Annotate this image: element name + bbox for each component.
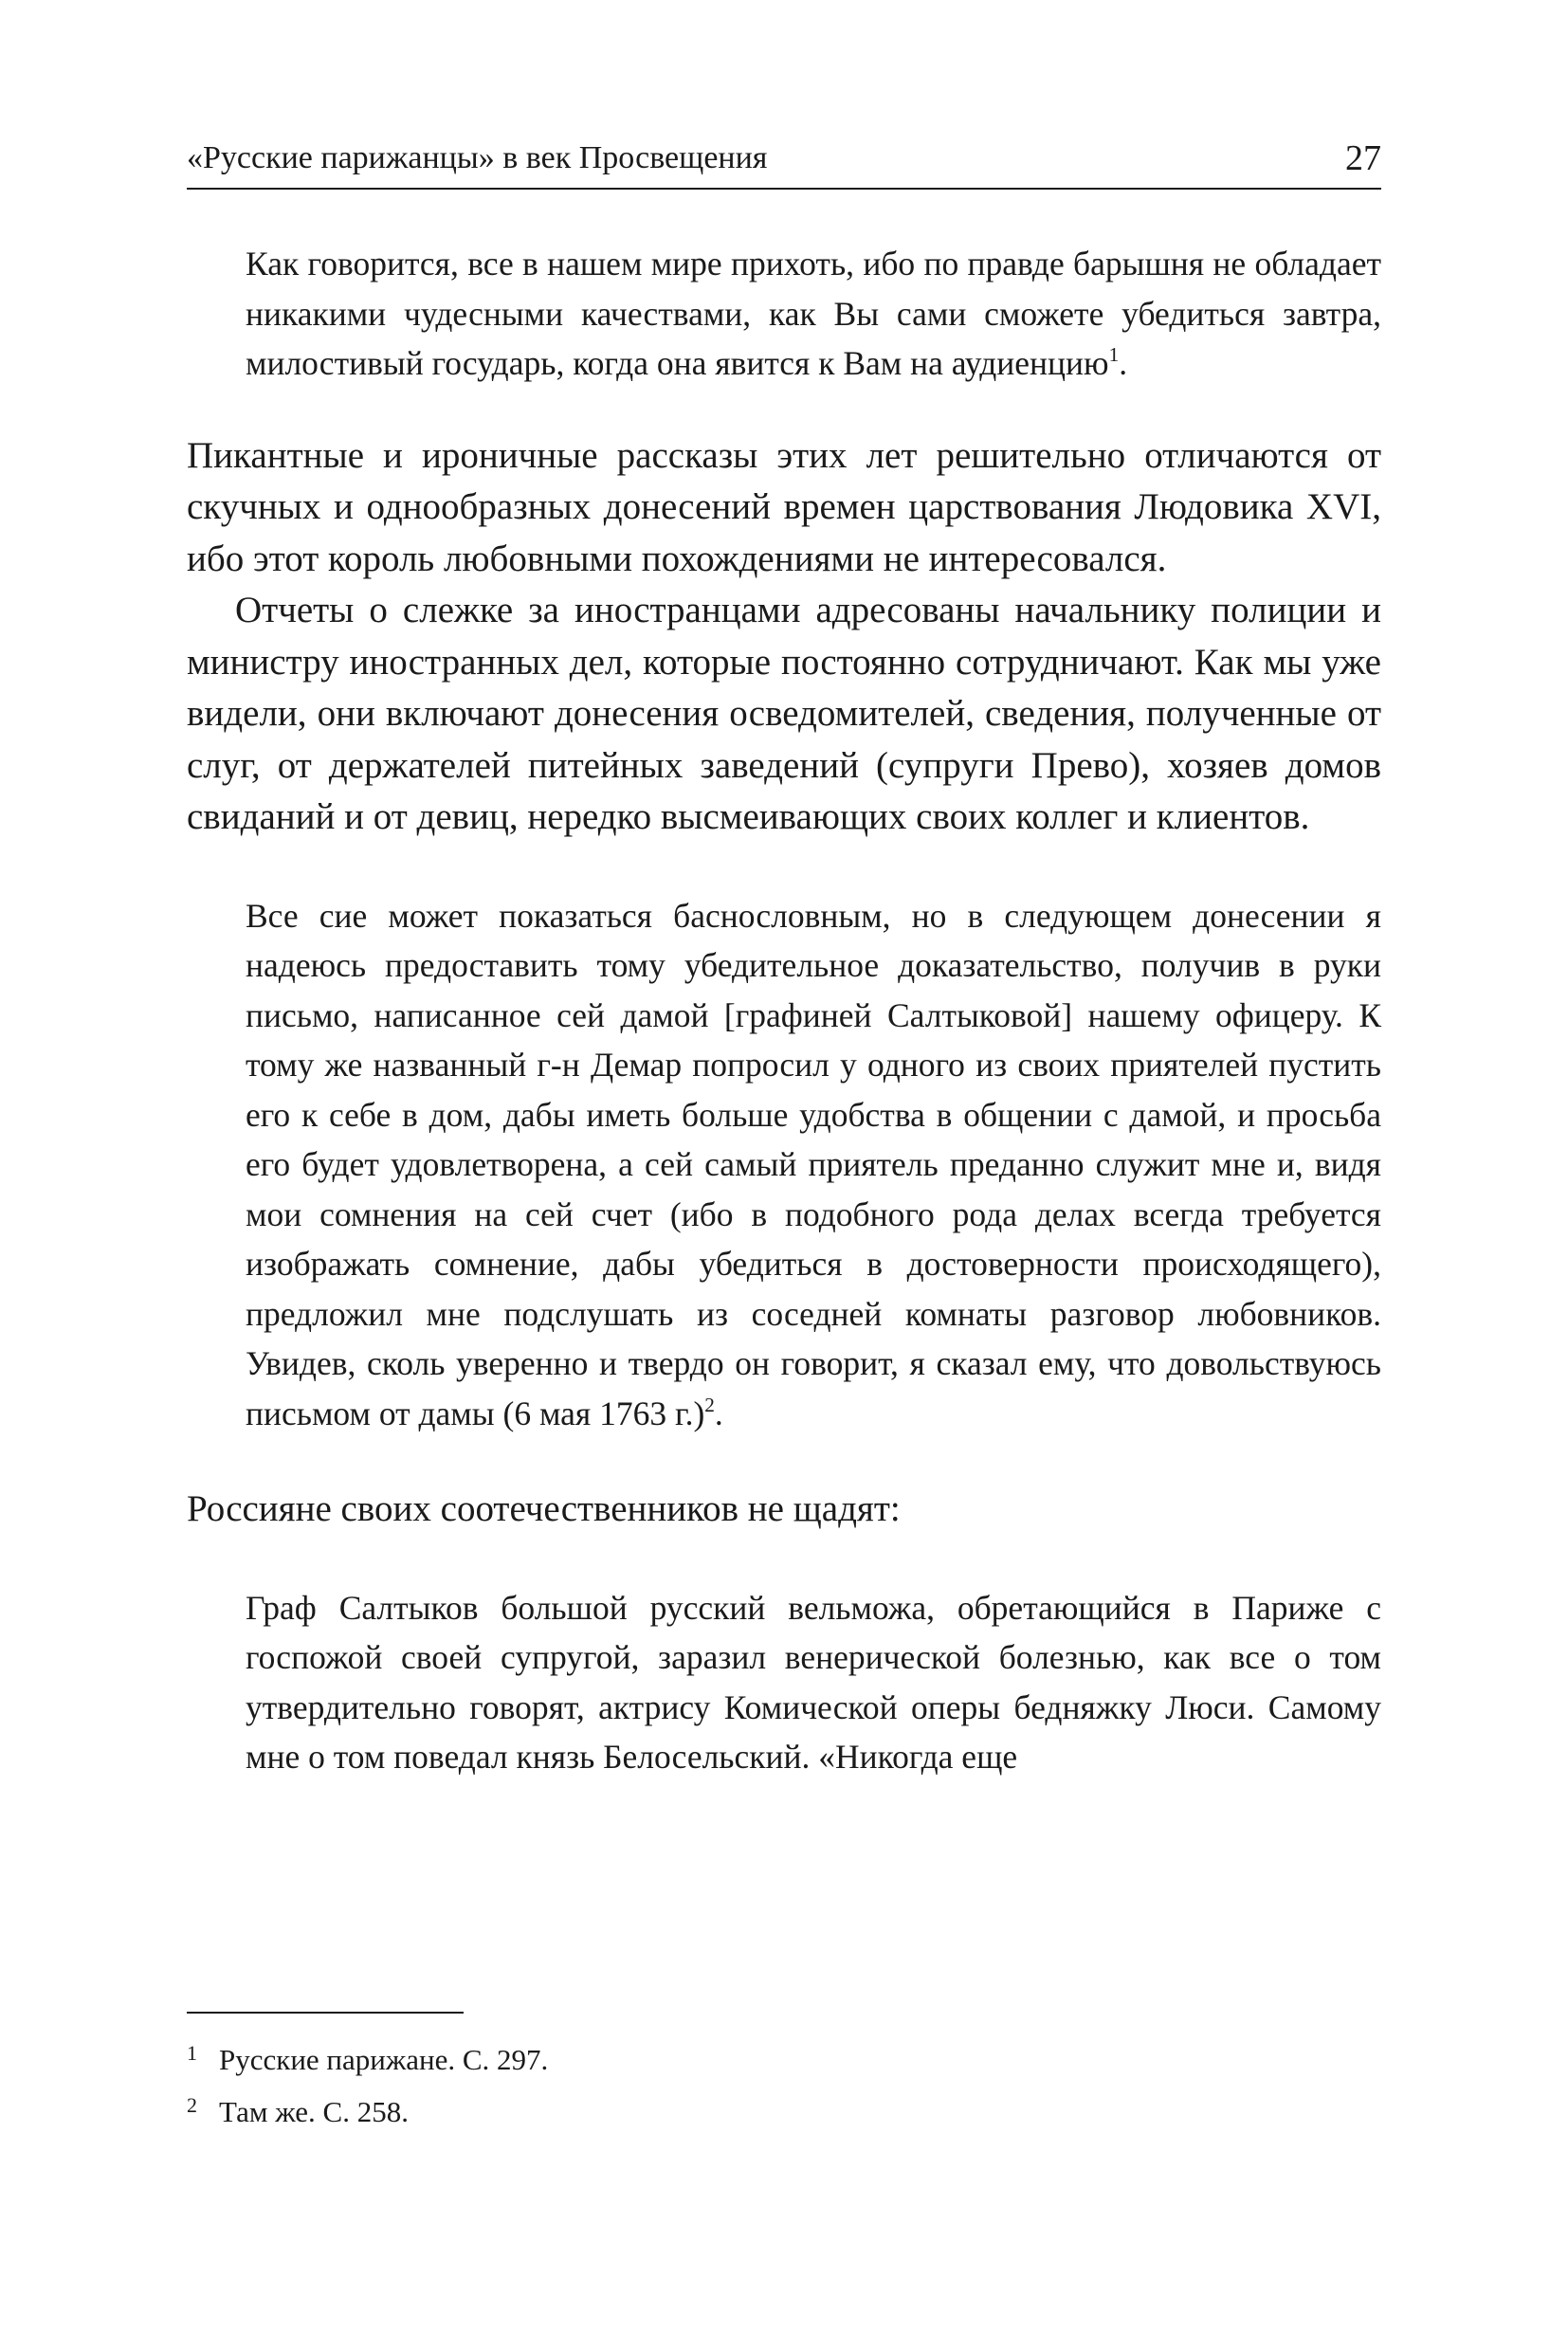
body-paragraph-2: Отчеты о слежке за иностранцами адресованы начальнику полиции и министру иностранных дел, которые постоянно сотрудничают. Как мы уже видели, они включают донесения осведомителей, сведения, полученные от слуг, от держателей питейных заведений (супруги Прево), хозяев домов свиданий и от девиц, нередко высмеивающих своих коллег и клиентов.	[187, 590, 1381, 837]
block-quote-3	[246, 1583, 1381, 1782]
footnote-mark: 2	[187, 2093, 197, 2117]
footnote-text: Там же. С. 258.	[219, 2095, 409, 2128]
body-text-1	[187, 430, 1381, 844]
quote-tail: .	[714, 1394, 723, 1432]
footnote-text: Русские парижане. С. 297.	[219, 2043, 549, 2076]
footnotes	[187, 2012, 1381, 2135]
quote-paragraph: Граф Салтыков большой русский вельможа, обретающийся в Париже с госпожой своей супругой, заразил венерической болезнью, как все о том утвердительно говорят, актрису Комической оперы бедняжку Люси. Самому мне о том поведал князь Белосельский. «Никогда еще	[246, 1588, 1381, 1776]
quote-text: Как говорится, все в нашем мире прихоть, ибо по правде барышня не обладает никакими чудесными качествами, как Вы сами сможете убедиться завтра, милостивый государь, когда она явится к Вам на аудиенцию	[246, 245, 1381, 382]
quote-paragraph	[246, 239, 1381, 389]
page-number: 27	[1345, 138, 1381, 178]
running-header	[187, 133, 1381, 190]
book-page	[187, 133, 1381, 2275]
footnote-mark: 1	[187, 2041, 197, 2065]
body-text-2	[187, 1484, 1381, 1536]
block-quote-2	[246, 891, 1381, 1439]
block-quote-1	[246, 239, 1381, 389]
body-paragraph-1: Пикантные и ироничные рассказы этих лет решительно отличаются от скучных и однообразных донесений времен царствования Людовика XVI, ибо этот король любовными похождениями не интересовался.	[187, 434, 1381, 579]
footnote-2	[187, 2083, 1381, 2135]
footnote-divider	[187, 2012, 464, 2014]
quote-tail: .	[1119, 344, 1128, 382]
body-paragraph-3: Россияне своих соотечественников не щадят:	[187, 1488, 901, 1529]
quote-text: Все сие может показаться баснословным, но в следующем донесении я надеюсь предоставить тому убедительное доказательство, получив в руки письмо, написанное сей дамой [графиней Салтыковой] нашему офицеру. К тому же названный г-н Демар попросил у одного из своих приятелей пустить его к себе в дом, дабы иметь больше удобства в общении с дамой, и просьба его будет удовлетворена, а сей самый приятель преданно служит мне и, видя мои сомнения на сей счет (ибо в подобного рода делах всегда требуется изображать сомнение, дабы убедиться в достоверности происходящего), предложил мне подслушать из соседней комнаты разговор любовников. Увидев, сколь уверенно и твердо он говорит, я сказал ему, что довольствуюсь письмом от дамы (6 мая 1763 г.)	[246, 896, 1381, 1432]
footnote-1	[187, 2031, 1381, 2083]
footnote-ref-2: 2	[704, 1393, 715, 1416]
footnote-ref-1: 1	[1108, 343, 1120, 367]
running-title: «Русские парижанцы» в век Просвещения	[187, 140, 768, 175]
quote-paragraph	[246, 891, 1381, 1439]
